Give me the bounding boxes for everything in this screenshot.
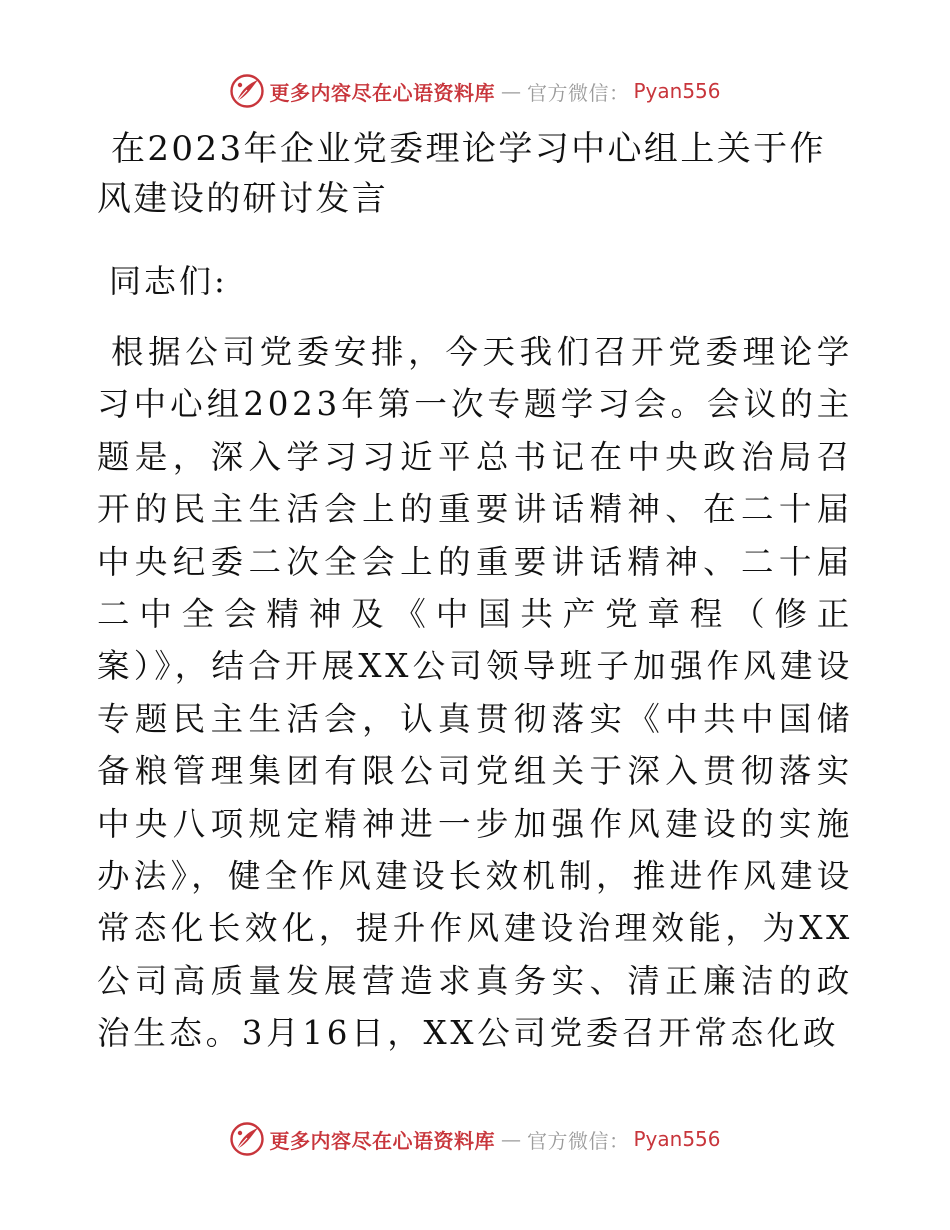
watermark-slogan: 更多内容尽在心语资料库 bbox=[269, 1128, 495, 1153]
quill-logo-icon bbox=[229, 1121, 265, 1157]
watermark-label: 官方微信： bbox=[526, 1128, 630, 1153]
document-title: 在2023年企业党委理论学习中心组上关于作风建设的研讨发言 bbox=[97, 129, 826, 219]
watermark-slogan: 更多内容尽在心语资料库 bbox=[269, 80, 495, 105]
watermark-dash: — bbox=[500, 1127, 521, 1151]
body-paragraph: 根据公司党委安排，今天我们召开党委理论学习中心组2023年第一次专题学习会。会议的主题是，深入学习习近平总书记在中央政治局召开的民主生活会上的重要讲话精神、在二十届中央纪委二次全会上的重要讲话精神、二十届二中全会精神及《中国共产党章程（修正案）》，结合开展XX公司领导班子加强作风建设专题民主生活会，认真贯彻落实《中共中国储备粮管理集团有限公司党组关于深入贯彻落实中央八项规定精神进一步加强作风建设的实施办法》，健全作风建设长效机制，推进作风建设常态化长效化，提升作风建设治理效能，为XX公司高质量发展营造求真务实、清正廉洁的政治生态。3月16日，XX公司党委召开常态化政 bbox=[97, 333, 853, 1053]
watermark-wechat-id: Pyan556 bbox=[633, 79, 721, 103]
header-watermark bbox=[0, 71, 950, 111]
quill-logo-icon bbox=[229, 73, 265, 109]
footer-watermark bbox=[0, 1119, 950, 1159]
watermark-label: 官方微信： bbox=[526, 80, 630, 105]
greeting: 同志们: bbox=[109, 262, 228, 300]
watermark-dash: — bbox=[500, 79, 521, 103]
watermark-wechat-id: Pyan556 bbox=[633, 1127, 721, 1151]
